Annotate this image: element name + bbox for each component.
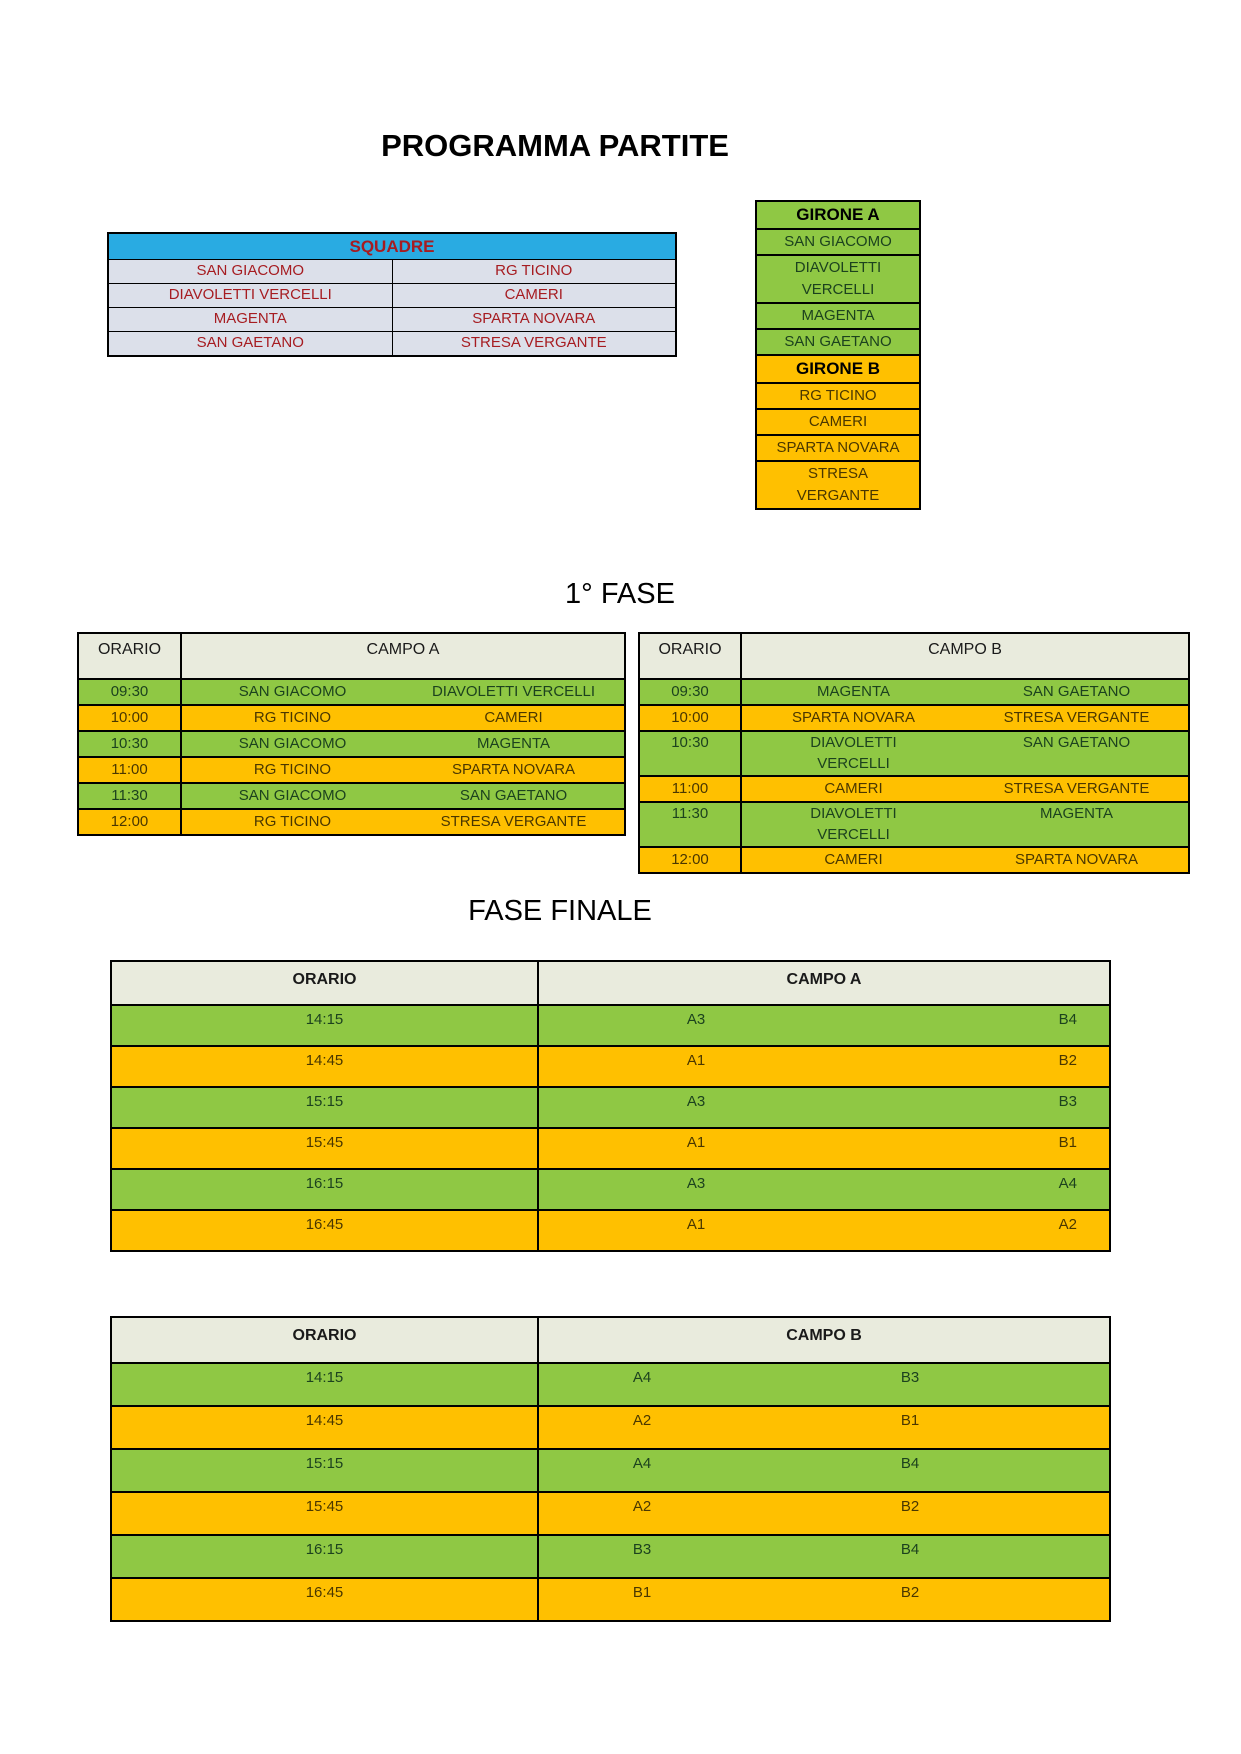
team-cell: SPARTA NOVARA (472, 310, 596, 327)
table-header-row (112, 962, 1109, 1004)
match-cell (539, 1211, 1109, 1250)
away-code: B3 (900, 1369, 920, 1386)
match-row (112, 1127, 1109, 1168)
away-code: A4 (1058, 1175, 1077, 1192)
match-row (112, 1004, 1109, 1045)
time-cell: 15:45 (112, 1493, 539, 1534)
away-code: B2 (1058, 1052, 1077, 1069)
home-code: B3 (632, 1541, 652, 1558)
campo-header: CAMPO A (786, 971, 862, 988)
time-cell: 16:15 (112, 1170, 539, 1209)
match-cell (539, 1129, 1109, 1168)
match-row (79, 704, 624, 730)
away-team-cell: SAN GAETANO (1022, 734, 1131, 751)
match-row (640, 730, 1188, 775)
girone-b-team: SPARTA NOVARA (757, 434, 919, 460)
time-cell: 12:00 (79, 810, 182, 834)
home-team-cell: SPARTA NOVARA (791, 709, 916, 726)
home-code: A1 (686, 1052, 706, 1069)
squadre-table (107, 232, 677, 357)
time-cell: 14:45 (112, 1047, 539, 1086)
table-header-row (112, 1318, 1109, 1362)
home-code: A3 (686, 1093, 706, 1110)
home-team-cell: RG TICINO (253, 813, 332, 830)
match-row (112, 1534, 1109, 1577)
time-cell: 09:30 (640, 680, 742, 704)
home-team-cell: CAMERI (824, 780, 883, 797)
home-team-cell: SAN GIACOMO (238, 683, 347, 700)
match-row (79, 782, 624, 808)
time-cell: 16:45 (112, 1211, 539, 1250)
fase-finale-heading: FASE FINALE (468, 895, 652, 927)
squadre-row (109, 331, 675, 355)
home-team-cell: MAGENTA (816, 683, 891, 700)
time-cell: 10:30 (640, 732, 742, 775)
time-cell: 10:00 (79, 706, 182, 730)
away-code: B3 (1058, 1093, 1077, 1110)
away-code: B2 (900, 1498, 920, 1515)
campo-header: CAMPO B (786, 1327, 862, 1344)
match-row (640, 678, 1188, 704)
away-team-cell: STRESA VERGANTE (440, 813, 587, 830)
match-row (112, 1209, 1109, 1250)
away-team-cell: SAN GAETANO (1022, 683, 1131, 700)
orario-header: ORARIO (112, 962, 539, 1004)
home-code: A1 (686, 1134, 706, 1151)
match-row (79, 678, 624, 704)
away-team-cell: SAN GAETANO (459, 787, 568, 804)
squadre-header: SQUADRE (109, 234, 675, 259)
time-cell: 10:00 (640, 706, 742, 730)
girone-b-team: STRESA VERGANTE (757, 460, 919, 508)
away-team-cell: SPARTA NOVARA (451, 761, 576, 778)
home-team-cell: DIAVOLETTI VERCELLI (810, 805, 897, 843)
team-cell: SAN GIACOMO (109, 260, 393, 283)
time-cell: 15:15 (112, 1088, 539, 1127)
away-code: B1 (1058, 1134, 1077, 1151)
girone-a-team: SAN GIACOMO (757, 228, 919, 254)
home-team-cell: DIAVOLETTI VERCELLI (810, 734, 897, 772)
squadre-row (109, 283, 675, 307)
campo-header: CAMPO A (366, 641, 440, 658)
match-row (112, 1045, 1109, 1086)
girone-a-team: DIAVOLETTI VERCELLI (757, 254, 919, 302)
time-cell: 14:45 (112, 1407, 539, 1448)
time-cell: 11:00 (640, 777, 742, 801)
time-cell: 16:45 (112, 1579, 539, 1620)
team-cell: SAN GAETANO (109, 332, 393, 355)
away-code: B2 (900, 1584, 920, 1601)
match-row (640, 801, 1188, 846)
time-cell: 14:15 (112, 1006, 539, 1045)
time-cell: 11:30 (640, 803, 742, 846)
gironi-panel (755, 200, 921, 510)
away-team-cell: MAGENTA (1039, 805, 1114, 822)
fase1-heading: 1° FASE (565, 578, 675, 610)
home-code: A2 (632, 1498, 652, 1515)
home-code: A1 (686, 1216, 706, 1233)
table-header-row (79, 634, 624, 678)
girone-a-team: MAGENTA (757, 302, 919, 328)
finale-campo-a-table (110, 960, 1111, 1252)
away-team-cell: STRESA VERGANTE (1003, 780, 1150, 797)
time-cell: 12:00 (640, 848, 742, 872)
match-cell (539, 1170, 1109, 1209)
orario-header: ORARIO (640, 634, 742, 678)
match-row (79, 756, 624, 782)
match-cell (539, 1493, 1109, 1534)
away-team-cell: DIAVOLETTI VERCELLI (431, 683, 596, 700)
match-row (112, 1086, 1109, 1127)
home-team-cell: SAN GIACOMO (238, 787, 347, 804)
match-cell (539, 1579, 1109, 1620)
match-row (112, 1362, 1109, 1405)
campo-header: CAMPO B (928, 641, 1002, 658)
match-cell (539, 1088, 1109, 1127)
time-cell: 15:45 (112, 1129, 539, 1168)
team-cell: DIAVOLETTI VERCELLI (109, 284, 393, 307)
away-code: B4 (900, 1455, 920, 1472)
time-cell: 09:30 (79, 680, 182, 704)
match-row (112, 1448, 1109, 1491)
girone-a-team: SAN GAETANO (757, 328, 919, 354)
team-cell: MAGENTA (109, 308, 393, 331)
away-team-cell: CAMERI (484, 709, 543, 726)
time-cell: 16:15 (112, 1536, 539, 1577)
away-team-cell: MAGENTA (476, 735, 551, 752)
home-code: A4 (632, 1369, 652, 1386)
finale-campo-b-table (110, 1316, 1111, 1622)
team-cell: RG TICINO (495, 262, 573, 279)
match-row (640, 775, 1188, 801)
match-row (112, 1168, 1109, 1209)
home-code: A2 (632, 1412, 652, 1429)
time-cell: 11:00 (79, 758, 182, 782)
match-cell (539, 1407, 1109, 1448)
girone-b-team: RG TICINO (757, 382, 919, 408)
time-cell: 10:30 (79, 732, 182, 756)
away-code: B4 (1058, 1011, 1077, 1028)
away-team-cell: STRESA VERGANTE (1003, 709, 1150, 726)
girone-a-header: GIRONE A (757, 202, 919, 228)
match-row (79, 808, 624, 834)
match-row (640, 846, 1188, 872)
girone-b-header: GIRONE B (757, 354, 919, 382)
time-cell: 14:15 (112, 1364, 539, 1405)
match-cell (539, 1364, 1109, 1405)
home-team-cell: SAN GIACOMO (238, 735, 347, 752)
home-code: A3 (686, 1175, 706, 1192)
away-code: A2 (1058, 1216, 1077, 1233)
home-team-cell: CAMERI (824, 851, 883, 868)
home-code: A4 (632, 1455, 652, 1472)
team-cell: STRESA VERGANTE (460, 334, 607, 351)
match-row (112, 1405, 1109, 1448)
team-cell: CAMERI (504, 286, 563, 303)
page-title: PROGRAMMA PARTITE (381, 128, 729, 163)
match-row (79, 730, 624, 756)
home-team-cell: RG TICINO (253, 761, 332, 778)
away-code: B4 (900, 1541, 920, 1558)
home-team-cell: RG TICINO (253, 709, 332, 726)
home-code: A3 (686, 1011, 706, 1028)
match-cell (539, 1450, 1109, 1491)
match-row (112, 1577, 1109, 1620)
time-cell: 11:30 (79, 784, 182, 808)
away-team-cell: SPARTA NOVARA (1014, 851, 1139, 868)
away-code: B1 (900, 1412, 920, 1429)
squadre-row (109, 307, 675, 331)
orario-header: ORARIO (79, 634, 182, 678)
girone-b-team: CAMERI (757, 408, 919, 434)
squadre-row (109, 259, 675, 283)
match-row (112, 1491, 1109, 1534)
match-cell (539, 1006, 1109, 1045)
fase1-campo-b-table (638, 632, 1190, 874)
fase1-campo-a-table (77, 632, 626, 836)
table-header-row (640, 634, 1188, 678)
orario-header: ORARIO (112, 1318, 539, 1362)
time-cell: 15:15 (112, 1450, 539, 1491)
home-code: B1 (632, 1584, 652, 1601)
match-cell (539, 1047, 1109, 1086)
match-row (640, 704, 1188, 730)
match-cell (539, 1536, 1109, 1577)
